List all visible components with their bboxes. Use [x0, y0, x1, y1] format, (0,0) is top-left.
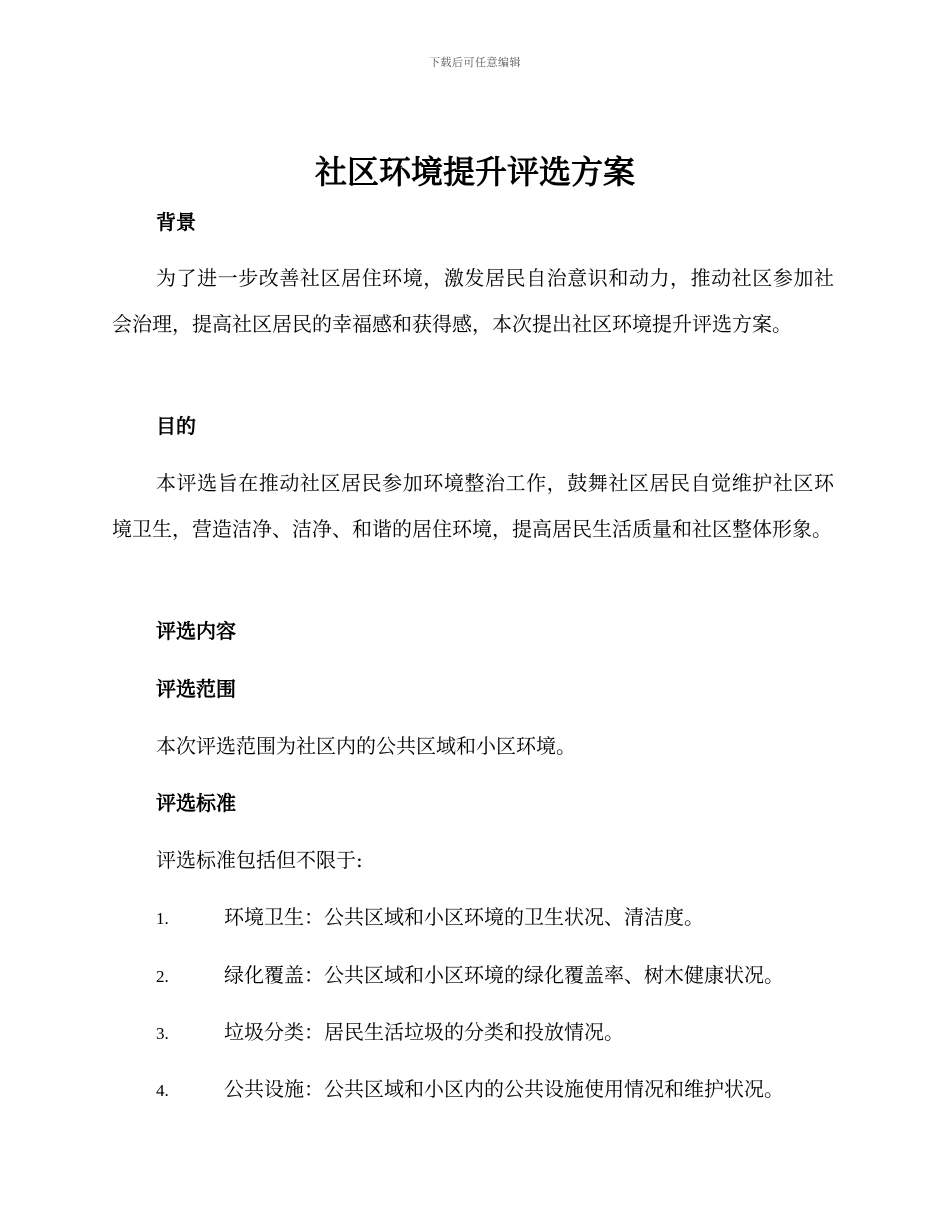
heading-purpose: 目的 — [156, 414, 196, 438]
criteria-intro: 评选标准包括但不限于: — [156, 848, 363, 872]
list-item — [156, 1018, 846, 1046]
heading-scope: 评选范围 — [156, 677, 236, 701]
list-item-number: 4. — [156, 1081, 169, 1100]
paragraph-background: 为了进一步改善社区居住环境，激发居民自治意识和动力，推动社区参加社会治理，提高社区居民的幸福感和获得感，本次提出社区环境提升评选方案。 — [112, 266, 834, 336]
list-item-number: 2. — [156, 967, 169, 986]
list-item-number: 3. — [156, 1024, 169, 1043]
heading-criteria: 评选标准 — [156, 791, 236, 815]
list-item-text: 公共设施：公共区域和小区内的公共设施使用情况和维护状况。 — [224, 1077, 784, 1101]
list-item-text: 绿化覆盖：公共区域和小区环境的绿化覆盖率、树木健康状况。 — [224, 963, 784, 987]
list-item-number: 1. — [156, 909, 169, 928]
list-item — [156, 903, 846, 931]
heading-background: 背景 — [156, 210, 196, 234]
header-note: 下载后可任意编辑 — [429, 56, 521, 69]
list-item — [156, 1075, 846, 1103]
list-item-text: 垃圾分类：居民生活垃圾的分类和投放情况。 — [224, 1020, 624, 1044]
heading-content: 评选内容 — [156, 619, 236, 643]
list-item-text: 环境卫生：公共区域和小区环境的卫生状况、清洁度。 — [224, 905, 704, 929]
paragraph-purpose: 本评选旨在推动社区居民参加环境整治工作，鼓舞社区居民自觉维护社区环境卫生，营造洁净、洁净、和谐的居住环境，提高居民生活质量和社区整体形象。 — [112, 471, 834, 541]
paragraph-scope: 本次评选范围为社区内的公共区域和小区环境。 — [156, 734, 576, 758]
list-item — [156, 961, 846, 989]
document-title: 社区环境提升评选方案 — [314, 153, 635, 191]
